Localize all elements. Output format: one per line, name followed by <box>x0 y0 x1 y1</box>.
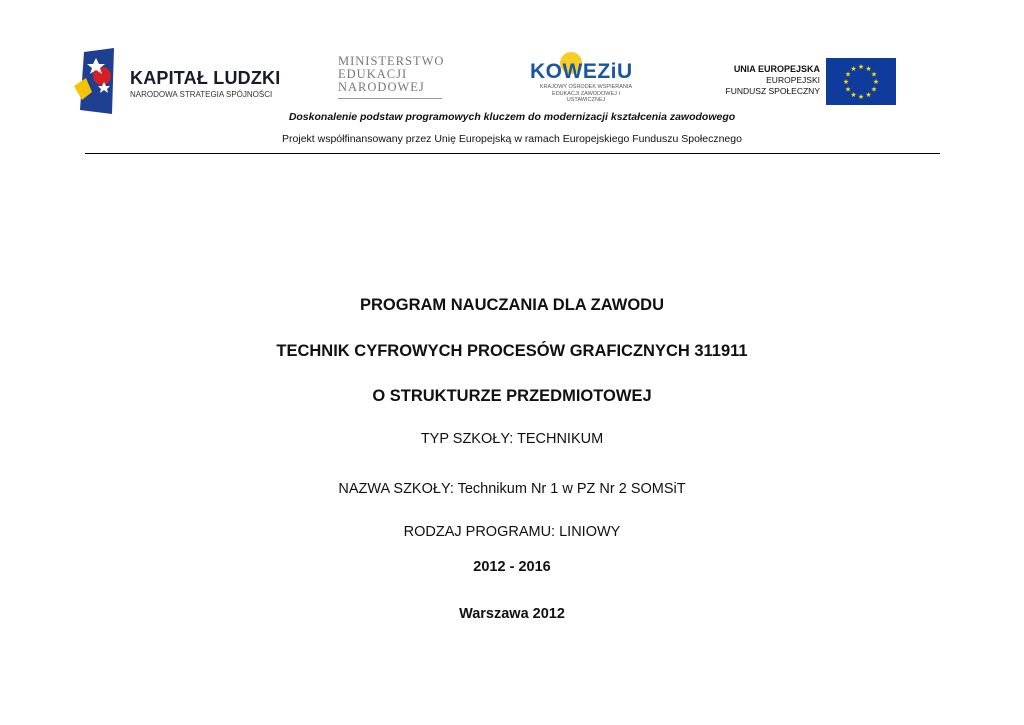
doc-title-2: TECHNIK CYFROWYCH PROCESÓW GRAFICZNYCH 311911 <box>276 342 748 360</box>
eu-star-icon: ★ <box>865 92 872 99</box>
eu-star-icon: ★ <box>857 64 865 71</box>
men-line-1: MINISTERSTWO <box>338 54 445 68</box>
project-tagline: Doskonalenie podstaw programowych kluczem do modernizacji kształcenia zawodowego <box>288 111 736 123</box>
ue-text <box>726 64 820 97</box>
koweziu-title: KOWEZiU <box>530 60 633 83</box>
school-type: TYP SZKOŁY: TECHNIKUM <box>420 431 604 447</box>
koweziu-logo <box>528 52 640 102</box>
men-divider <box>338 98 442 99</box>
header-divider <box>85 153 940 154</box>
kapital-ludzki-title: KAPITAŁ LUDZKI <box>130 68 281 88</box>
men-line-3: NARODOWEJ <box>338 80 425 94</box>
program-type: RODZAJ PROGRAMU: LINIOWY <box>403 524 621 540</box>
eu-star-icon: ★ <box>844 86 852 94</box>
eu-star-icon: ★ <box>850 92 857 99</box>
program-years: 2012 - 2016 <box>473 559 551 575</box>
eu-star-icon: ★ <box>844 71 852 79</box>
ue-line-2: EUROPEJSKI <box>766 75 820 85</box>
eu-stars-icon <box>826 58 896 105</box>
doc-title-3: O STRUKTURZE PRZEDMIOTOWEJ <box>372 387 652 405</box>
eu-star-icon: ★ <box>842 79 850 86</box>
ue-line-3: FUNDUSZ SPOŁECZNY <box>725 86 820 96</box>
kapital-ludzki-logo <box>74 48 281 114</box>
kapital-ludzki-subtitle: NARODOWA STRATEGIA SPÓJNOŚCI <box>130 90 273 99</box>
koweziu-subtitle: KRAJOWY OŚRODEK WSPIERANIA EDUKACJI ZAWODOWEJ I USTAWICZNEJ <box>539 84 633 103</box>
eu-star-icon: ★ <box>850 66 857 73</box>
eu-star-icon: ★ <box>865 66 872 73</box>
eu-flag-icon <box>826 58 896 105</box>
eu-star-icon: ★ <box>872 79 880 86</box>
ministerstwo-logo <box>338 55 458 100</box>
kapital-ludzki-emblem-icon <box>74 48 128 114</box>
school-name: NAZWA SZKOŁY: Technikum Nr 1 w PZ Nr 2 SOMSiT <box>338 481 686 497</box>
unia-europejska-logo <box>722 58 898 106</box>
men-line-2: EDUKACJI <box>338 67 408 81</box>
eu-star-icon: ★ <box>857 94 865 101</box>
cofinance-note: Projekt współfinansowany przez Unię Europejską w ramach Europejskiego Funduszu Społecznego <box>282 133 742 145</box>
place-year: Warszawa 2012 <box>459 606 565 622</box>
doc-title-1: PROGRAM NAUCZANIA DLA ZAWODU <box>359 296 664 314</box>
ue-line-1: UNIA EUROPEJSKA <box>733 64 820 74</box>
eu-star-icon: ★ <box>870 71 878 79</box>
eu-star-icon: ★ <box>870 86 878 94</box>
